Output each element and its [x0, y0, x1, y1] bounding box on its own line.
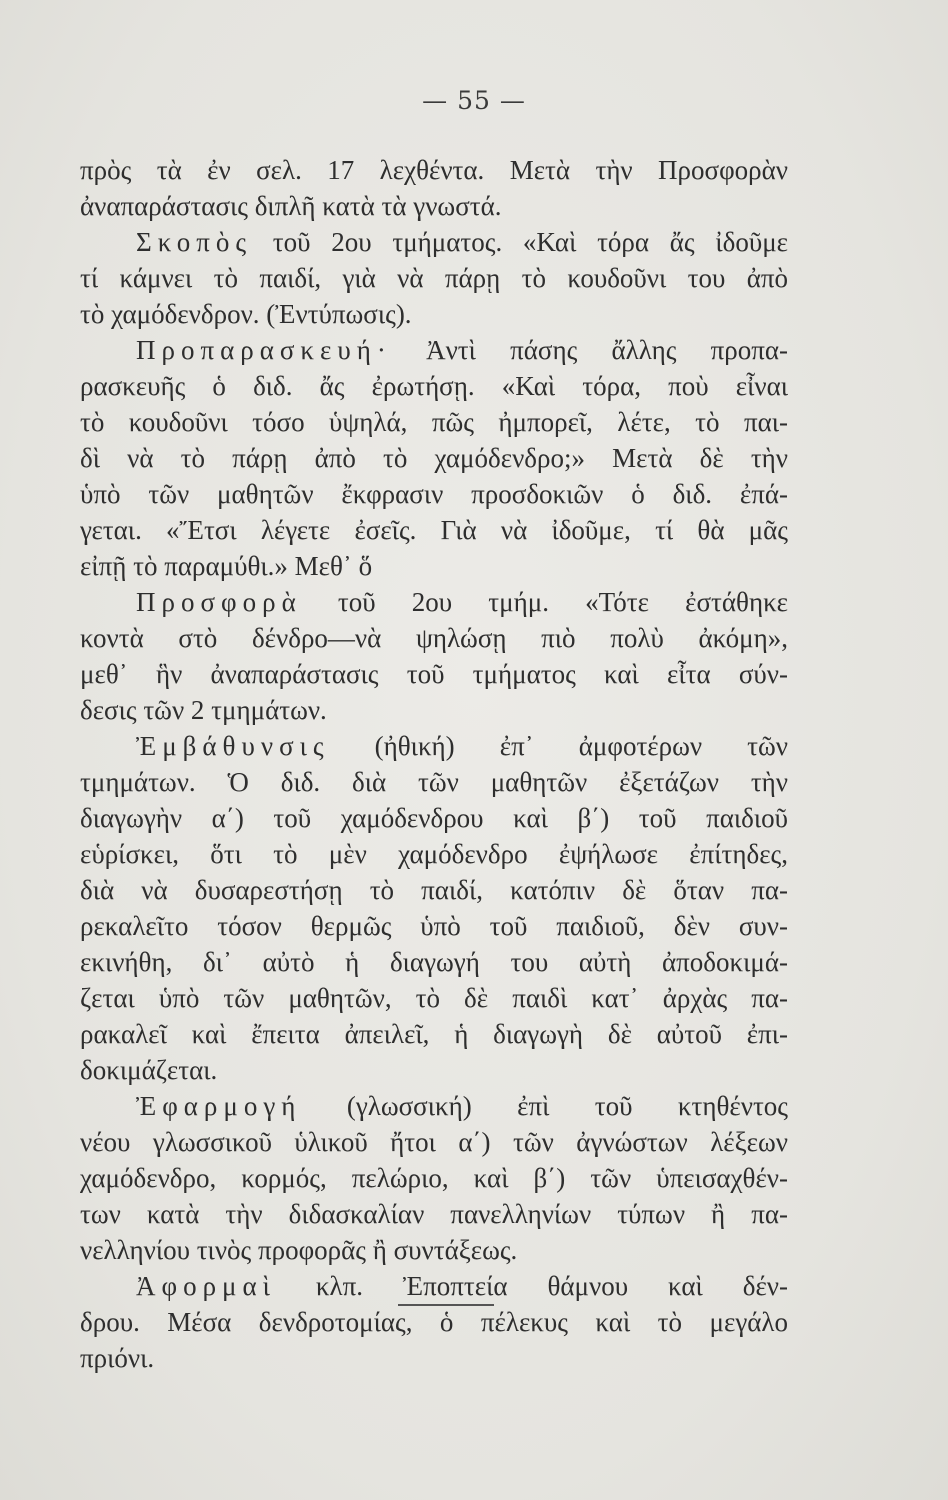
body-text [80, 152, 788, 1376]
spaced-heading: Ἐφαρμογή [136, 1091, 302, 1121]
text-line [80, 836, 788, 872]
text-line [80, 440, 788, 476]
text-line [80, 332, 788, 368]
line-text: πρὸς τὰ ἐν σελ. 17 λεχθέντα. Μετὰ τὴν Προσφορὰν [80, 155, 788, 185]
line-text: ρακαλεῖ καὶ ἔπειτα ἀπειλεῖ, ἡ διαγωγὴ δὲ αὐτοῦ ἐπι- [80, 1019, 788, 1049]
text-line [80, 404, 788, 440]
page-number: — 55 — [422, 86, 526, 115]
text-line [80, 1052, 788, 1088]
line-text: ρασκευῆς ὁ διδ. ἄς ἐρωτήσῃ. «Καὶ τόρα, ποὺ εἶναι [80, 371, 788, 401]
text-line [80, 548, 788, 584]
line-text: τοῦ 2ου τμήματος. «Καὶ τόρα ἄς ἰδοῦμε [272, 227, 788, 257]
text-line [80, 1016, 788, 1052]
line-text: χαμόδενδρο, κορμός, πελώριο, καὶ β΄) τῶν ὑπεισαχθέν- [80, 1163, 788, 1193]
text-line [80, 1304, 788, 1340]
text-line [80, 1232, 788, 1268]
line-text: δοκιμάζεται. [80, 1055, 218, 1085]
line-text: νέου γλωσσικοῦ ὑλικοῦ ἤτοι α΄) τῶν ἀγνώστων λέξεων [80, 1127, 788, 1157]
line-text: ὑπὸ τῶν μαθητῶν ἔκφρασιν προσδοκιῶν ὁ διδ. ἐπά- [80, 479, 788, 509]
text-line [80, 908, 788, 944]
spaced-heading: Ἀφορμαὶ [136, 1271, 276, 1301]
footer-rule [398, 1304, 494, 1306]
line-text: δρου. Μέσα δενδροτομίας, ὁ πέλεκυς καὶ τὸ μεγάλο [80, 1307, 788, 1337]
text-line [80, 872, 788, 908]
line-text: τὸ κουδοῦνι τόσο ὑψηλά, πῶς ἠμπορεῖ, λέτε, τὸ παι- [80, 407, 788, 437]
line-text: ζεται ὑπὸ τῶν μαθητῶν, τὸ δὲ παιδὶ κατ᾽ ἀρχὰς πα- [80, 983, 788, 1013]
line-text: Ἀντὶ πάσης ἄλλης προπα- [426, 335, 788, 365]
line-text: (ἠθική) ἐπ᾽ ἀμφοτέρων τῶν [374, 731, 788, 761]
text-line [80, 980, 788, 1016]
line-text: εὑρίσκει, ὅτι τὸ μὲν χαμόδενδρο ἐψήλωσε ἐπίτηδες, [80, 839, 788, 869]
text-line [80, 692, 788, 728]
line-text: (γλωσσική) ἐπὶ τοῦ κτηθέντος [346, 1091, 788, 1121]
line-text: εἰπῇ τὸ παραμύθι.» Μεθ᾽ ὅ [80, 551, 373, 581]
line-text: ρεκαλεῖτο τόσον θερμῶς ὑπὸ τοῦ παιδιοῦ, δὲν συν- [80, 911, 788, 941]
line-text: διὰ νὰ δυσαρεστήσῃ τὸ παιδί, κατόπιν δὲ ὅταν πα- [80, 875, 788, 905]
text-line [80, 944, 788, 980]
line-text: μεθ᾽ ἣν ἀναπαράστασις τοῦ τμήματος καὶ εἶτα σύν- [80, 659, 788, 689]
line-text: τμημάτων. Ὁ διδ. διὰ τῶν μαθητῶν ἐξετάζων τὴν [80, 767, 788, 797]
line-text: δεσις τῶν 2 τμημάτων. [80, 695, 327, 725]
line-text: τὸ χαμόδενδρον. (Ἐντύπωσις). [80, 299, 412, 329]
line-text: δὶ νὰ τὸ πάρῃ ἀπὸ τὸ χαμόδενδρο;» Μετὰ δὲ τὴν [80, 443, 788, 473]
text-line [80, 584, 788, 620]
line-text: τί κάμνει τὸ παιδί, γιὰ νὰ πάρῃ τὸ κουδοῦνι του ἀπὸ [80, 263, 788, 293]
text-line [80, 224, 788, 260]
text-line [80, 188, 788, 224]
text-line [80, 800, 788, 836]
spaced-heading: Σκοπὸς [136, 227, 253, 257]
text-line [80, 368, 788, 404]
spaced-heading: Προπαρασκευή· [136, 335, 392, 365]
line-text: πριόνι. [80, 1343, 155, 1373]
text-line [80, 152, 788, 188]
line-text: ἀναπαράστασις διπλῆ κατὰ τὰ γνωστά. [80, 191, 502, 221]
line-text: γεται. «Ἔτσι λέγετε ἐσεῖς. Γιὰ νὰ ἰδοῦμε, τί θὰ μᾶς [80, 515, 788, 545]
line-text: νελληνίου τινὸς προφορᾶς ἢ συντάξεως. [80, 1235, 518, 1265]
spaced-heading: Προσφορὰ [136, 587, 302, 617]
text-line [80, 476, 788, 512]
text-line [80, 1124, 788, 1160]
line-text: κλπ. Ἐποπτεία θάμνου καὶ δέν- [315, 1271, 788, 1301]
text-line [80, 1088, 788, 1124]
text-line [80, 656, 788, 692]
text-line [80, 1196, 788, 1232]
text-line [80, 260, 788, 296]
text-line [80, 620, 788, 656]
text-line [80, 728, 788, 764]
text-line [80, 764, 788, 800]
text-line [80, 1340, 788, 1376]
text-line [80, 512, 788, 548]
text-line [80, 1160, 788, 1196]
spaced-heading: Ἐμβάθυνσις [136, 731, 330, 761]
text-line [80, 296, 788, 332]
text-line [80, 1268, 788, 1304]
line-text: των κατὰ τὴν διδασκαλίαν πανελληνίων τύπων ἢ πα- [80, 1199, 788, 1229]
line-text: διαγωγὴν α΄) τοῦ χαμόδενδρου καὶ β΄) τοῦ παιδιοῦ [80, 803, 788, 833]
line-text: κοντὰ στὸ δένδρο—νὰ ψηλώσῃ πιὸ πολὺ ἀκόμη», [80, 623, 788, 653]
line-text: τοῦ 2ου τμήμ. «Τότε ἐστάθηκε [337, 587, 788, 617]
line-text: εκινήθη, δι᾽ αὐτὸ ἡ διαγωγή του αὐτὴ ἀποδοκιμά- [80, 947, 788, 977]
